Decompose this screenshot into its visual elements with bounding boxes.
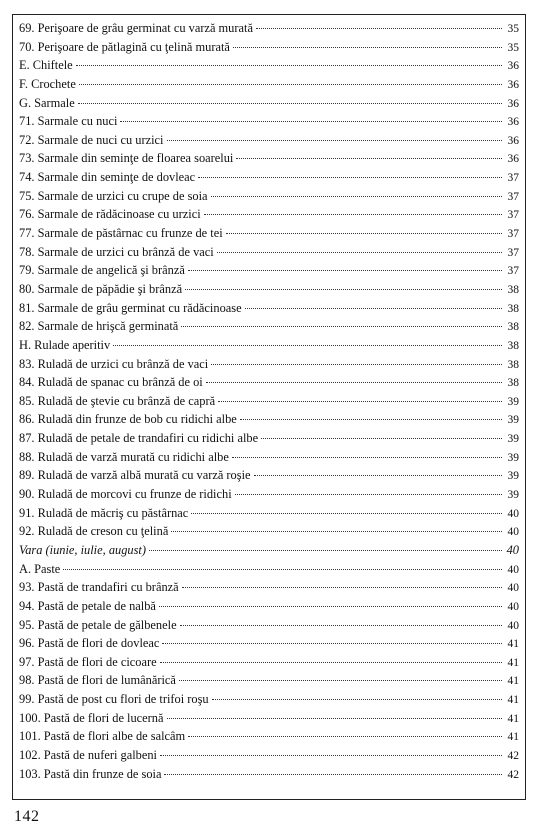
toc-entry-page: 40 bbox=[507, 563, 519, 576]
toc-entry bbox=[19, 410, 519, 429]
toc-entry-page: 40 bbox=[507, 600, 519, 613]
toc-entry-page: 41 bbox=[507, 712, 519, 725]
dot-leader bbox=[167, 718, 502, 719]
dot-leader bbox=[256, 28, 502, 29]
toc-entry-page: 41 bbox=[507, 638, 519, 651]
dot-leader bbox=[188, 736, 502, 737]
dot-leader bbox=[240, 419, 502, 420]
toc-entry bbox=[19, 280, 519, 299]
toc-entry-title: 70. Perişoare de pătlagină cu ţelină murată bbox=[19, 39, 230, 54]
toc-entry bbox=[19, 616, 519, 635]
toc-entry bbox=[19, 560, 519, 579]
toc-entry-page: 36 bbox=[507, 78, 519, 91]
dot-leader bbox=[245, 308, 502, 309]
toc-entry bbox=[19, 112, 519, 131]
table-of-contents bbox=[19, 19, 519, 783]
toc-entry-page: 41 bbox=[507, 694, 519, 707]
toc-entry-title: 102. Pastă de nuferi galbeni bbox=[19, 747, 157, 762]
dot-leader bbox=[76, 65, 502, 66]
dot-leader bbox=[254, 475, 502, 476]
toc-entry-page: 37 bbox=[507, 209, 519, 222]
toc-entry-page: 38 bbox=[507, 377, 519, 390]
dot-leader bbox=[218, 401, 502, 402]
toc-entry-page: 37 bbox=[507, 172, 519, 185]
dot-leader bbox=[211, 196, 502, 197]
toc-entry bbox=[19, 504, 519, 523]
dot-leader bbox=[63, 569, 502, 570]
dot-leader bbox=[198, 177, 502, 178]
toc-entry-page: 38 bbox=[507, 321, 519, 334]
toc-entry-page: 36 bbox=[507, 60, 519, 73]
toc-entry-title: 96. Pastă de flori de dovleac bbox=[19, 636, 160, 651]
dot-leader bbox=[232, 457, 502, 458]
dot-leader bbox=[188, 270, 502, 271]
toc-entry-title: 83. Ruladă de urzici cu brânză de vaci bbox=[19, 356, 209, 371]
toc-entry bbox=[19, 485, 519, 504]
dot-leader bbox=[160, 755, 502, 756]
toc-entry bbox=[19, 746, 519, 765]
toc-entry bbox=[19, 466, 519, 485]
dot-leader bbox=[217, 252, 502, 253]
toc-entry bbox=[19, 653, 519, 672]
toc-entry-title: 94. Pastă de petale de nalbă bbox=[19, 598, 156, 613]
toc-entry-page: 42 bbox=[507, 749, 519, 762]
toc-entry-page: 38 bbox=[507, 339, 519, 352]
toc-entry-page: 37 bbox=[507, 246, 519, 259]
toc-entry-page: 37 bbox=[507, 190, 519, 203]
toc-entry-page: 37 bbox=[507, 265, 519, 278]
toc-entry-title: 77. Sarmale de păstârnac cu frunze de tei bbox=[19, 226, 223, 241]
dot-leader bbox=[162, 643, 502, 644]
dot-leader bbox=[164, 774, 502, 775]
toc-entry-title: 69. Perişoare de grâu germinat cu varză murată bbox=[19, 21, 253, 35]
toc-section-heading bbox=[19, 541, 519, 560]
dot-leader bbox=[261, 438, 502, 439]
toc-entry bbox=[19, 373, 519, 392]
toc-entry-page: 42 bbox=[507, 768, 519, 781]
toc-entry bbox=[19, 336, 519, 355]
toc-entry bbox=[19, 317, 519, 336]
toc-entry bbox=[19, 149, 519, 168]
toc-entry-title: 97. Pastă de flori de cicoare bbox=[19, 654, 157, 669]
toc-entry-title: Vara (iunie, iulie, august) bbox=[19, 542, 146, 557]
toc-entry-title: 71. Sarmale cu nuci bbox=[19, 114, 118, 129]
toc-entry-title: 79. Sarmale de angelică şi brânză bbox=[19, 263, 185, 278]
toc-entry bbox=[19, 671, 519, 690]
toc-entry-title: 93. Pastă de trandafiri cu brânză bbox=[19, 580, 179, 595]
dot-leader bbox=[160, 662, 502, 663]
toc-entry bbox=[19, 448, 519, 467]
toc-entry-page: 39 bbox=[507, 395, 519, 408]
toc-entry bbox=[19, 168, 519, 187]
toc-entry bbox=[19, 709, 519, 728]
toc-entry bbox=[19, 131, 519, 150]
dot-leader bbox=[185, 289, 502, 290]
toc-entry-title: 82. Sarmale de hrişcă germinată bbox=[19, 319, 179, 334]
toc-entry bbox=[19, 522, 519, 541]
dot-leader bbox=[113, 345, 502, 346]
toc-entry-page: 38 bbox=[507, 358, 519, 371]
toc-entry-page: 39 bbox=[507, 489, 519, 502]
toc-entry bbox=[19, 224, 519, 243]
toc-entry-page: 41 bbox=[507, 656, 519, 669]
toc-entry-title: 84. Ruladă de spanac cu brânză de oi bbox=[19, 375, 203, 390]
toc-entry-page: 36 bbox=[507, 97, 519, 110]
toc-entry-page: 41 bbox=[507, 675, 519, 688]
page-number: 142 bbox=[14, 808, 40, 825]
dot-leader bbox=[180, 625, 502, 626]
toc-entry-page: 35 bbox=[507, 41, 519, 54]
toc-entry-title: 89. Ruladă de varză albă murată cu varză roşie bbox=[19, 468, 251, 483]
dot-leader bbox=[212, 699, 502, 700]
dot-leader bbox=[149, 550, 502, 551]
dot-leader bbox=[204, 214, 502, 215]
toc-entry-title: 88. Ruladă de varză murată cu ridichi albe bbox=[19, 449, 229, 464]
toc-entry bbox=[19, 355, 519, 374]
toc-entry-title: 87. Ruladă de petale de trandafiri cu ridichi albe bbox=[19, 431, 259, 446]
toc-entry bbox=[19, 261, 519, 280]
toc-entry-title: 80. Sarmale de păpădie şi brânză bbox=[19, 281, 183, 296]
toc-entry bbox=[19, 597, 519, 616]
toc-entry bbox=[19, 38, 519, 57]
dot-leader bbox=[181, 326, 502, 327]
toc-entry-title: 103. Pastă din frunze de soia bbox=[19, 766, 162, 781]
toc-entry-title: 101. Pastă de flori albe de salcâm bbox=[19, 729, 186, 744]
toc-entry-page: 40 bbox=[507, 526, 519, 539]
toc-entry-page: 40 bbox=[507, 507, 519, 520]
toc-entry-title: 90. Ruladă de morcovi cu frunze de ridichi bbox=[19, 487, 232, 502]
dot-leader bbox=[79, 84, 502, 85]
dot-leader bbox=[226, 233, 502, 234]
dot-leader bbox=[159, 606, 502, 607]
toc-entry-title: A. Paste bbox=[19, 561, 61, 576]
dot-leader bbox=[167, 140, 502, 141]
toc-entry-page: 36 bbox=[507, 116, 519, 129]
toc-entry-title: 78. Sarmale de urzici cu brânză de vaci bbox=[19, 244, 214, 259]
toc-entry-title: G. Sarmale bbox=[19, 95, 75, 110]
toc-entry-page: 40 bbox=[507, 582, 519, 595]
toc-entry bbox=[19, 578, 519, 597]
dot-leader bbox=[211, 364, 502, 365]
toc-entry-title: 76. Sarmale de rădăcinoase cu urzici bbox=[19, 207, 201, 222]
toc-entry bbox=[19, 392, 519, 411]
dot-leader bbox=[233, 47, 502, 48]
toc-entry-page: 37 bbox=[507, 228, 519, 241]
toc-entry-title: 72. Sarmale de nuci cu urzici bbox=[19, 132, 164, 147]
toc-entry-page: 40 bbox=[507, 619, 519, 632]
toc-entry bbox=[19, 690, 519, 709]
toc-entry-title: 92. Ruladă de creson cu ţelină bbox=[19, 524, 169, 539]
toc-entry-page: 39 bbox=[507, 451, 519, 464]
toc-entry-title: 100. Pastă de flori de lucernă bbox=[19, 710, 164, 725]
dot-leader bbox=[191, 513, 502, 514]
toc-entry bbox=[19, 56, 519, 75]
toc-entry-page: 40 bbox=[506, 542, 519, 557]
toc-entry-page: 35 bbox=[507, 23, 519, 35]
dot-leader bbox=[236, 158, 502, 159]
toc-entry-title: F. Crochete bbox=[19, 76, 76, 91]
dot-leader bbox=[235, 494, 502, 495]
toc-entry-title: E. Chiftele bbox=[19, 58, 73, 73]
toc-entry bbox=[19, 187, 519, 206]
dot-leader bbox=[120, 121, 502, 122]
toc-entry bbox=[19, 205, 519, 224]
toc-entry-page: 41 bbox=[507, 731, 519, 744]
toc-entry-title: 95. Pastă de petale de gălbenele bbox=[19, 617, 177, 632]
toc-entry-title: 91. Ruladă de măcriş cu păstârnac bbox=[19, 505, 189, 520]
toc-entry-page: 36 bbox=[507, 153, 519, 166]
dot-leader bbox=[179, 680, 502, 681]
toc-entry-title: 99. Pastă de post cu flori de trifoi roşu bbox=[19, 692, 209, 707]
toc-entry-title: 75. Sarmale de urzici cu crupe de soia bbox=[19, 188, 208, 203]
toc-entry bbox=[19, 634, 519, 653]
toc-entry-page: 39 bbox=[507, 433, 519, 446]
toc-entry bbox=[19, 765, 519, 784]
toc-entry-page: 39 bbox=[507, 470, 519, 483]
toc-entry bbox=[19, 75, 519, 94]
toc-entry-title: 86. Ruladă din frunze de bob cu ridichi albe bbox=[19, 412, 237, 427]
dot-leader bbox=[182, 587, 502, 588]
toc-entry-page: 38 bbox=[507, 302, 519, 315]
toc-entry-title: 81. Sarmale de grâu germinat cu rădăcinoase bbox=[19, 300, 242, 315]
toc-entry bbox=[19, 299, 519, 318]
toc-entry-title: 73. Sarmale din seminţe de floarea soarelui bbox=[19, 151, 234, 166]
toc-entry-title: 98. Pastă de flori de lumânărică bbox=[19, 673, 176, 688]
toc-entry bbox=[19, 429, 519, 448]
toc-entry-title: 74. Sarmale din seminţe de dovleac bbox=[19, 170, 196, 185]
toc-entry bbox=[19, 243, 519, 262]
toc-entry bbox=[19, 727, 519, 746]
toc-entry-page: 38 bbox=[507, 283, 519, 296]
dot-leader bbox=[78, 103, 502, 104]
dot-leader bbox=[206, 382, 502, 383]
toc-entry bbox=[19, 94, 519, 113]
toc-entry bbox=[19, 19, 519, 38]
dot-leader bbox=[171, 531, 502, 532]
toc-entry-title: 85. Ruladă de ştevie cu brânză de capră bbox=[19, 393, 216, 408]
toc-entry-title: H. Rulade aperitiv bbox=[19, 337, 111, 352]
toc-entry-page: 39 bbox=[507, 414, 519, 427]
toc-entry-page: 36 bbox=[507, 134, 519, 147]
